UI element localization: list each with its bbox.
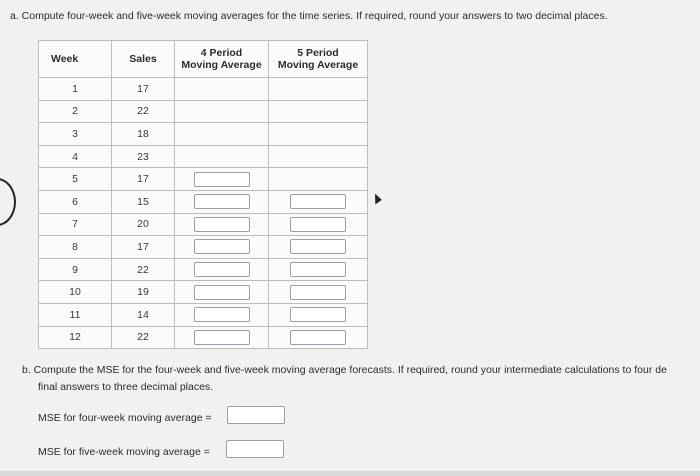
sales-cell: 18: [112, 123, 175, 146]
ma5-cell: [269, 100, 368, 123]
week-cell: 5: [39, 168, 112, 191]
sales-cell: 17: [112, 236, 175, 259]
sales-cell: 22: [112, 258, 175, 281]
sales-cell: 22: [112, 100, 175, 123]
table-row: [39, 168, 368, 191]
ma5-input[interactable]: [290, 194, 346, 209]
ma4-cell: [175, 168, 269, 191]
mse-five-week-label: MSE for five-week moving average =: [38, 446, 210, 458]
ma4-cell: [175, 78, 269, 101]
part-b-prompt-line1: b. Compute the MSE for the four-week and five-week moving average forecasts. If required, round your intermediate calculations to four de: [22, 364, 667, 376]
header-4-period-ma: [175, 41, 269, 78]
bottom-edge-divider: [0, 471, 700, 476]
ma4-input[interactable]: [194, 262, 250, 277]
mouse-cursor-icon: [370, 193, 382, 205]
ma5-input[interactable]: [290, 239, 346, 254]
week-cell: 7: [39, 213, 112, 236]
ma5-cell: [269, 326, 368, 349]
ma4-input[interactable]: [194, 307, 250, 322]
ma5-cell: [269, 236, 368, 259]
table-row: [39, 190, 368, 213]
table-row: [39, 145, 368, 168]
week-cell: 2: [39, 100, 112, 123]
header-5-period-line1: 5 Period: [297, 47, 339, 59]
ma5-cell: [269, 281, 368, 304]
table-header-row: [39, 41, 368, 78]
mse-four-week-input[interactable]: [227, 406, 285, 424]
week-cell: 1: [39, 78, 112, 101]
ma4-input[interactable]: [194, 330, 250, 345]
ma5-cell: [269, 213, 368, 236]
ma4-input[interactable]: [194, 172, 250, 187]
ma4-cell: [175, 303, 269, 326]
header-5-period-ma: [269, 41, 368, 78]
part-b-prompt-line2: final answers to three decimal places.: [38, 381, 214, 393]
ma5-cell: [269, 258, 368, 281]
page-edge-bracket: [0, 178, 16, 226]
ma4-cell: [175, 281, 269, 304]
sales-cell: 15: [112, 190, 175, 213]
ma5-cell: [269, 145, 368, 168]
week-cell: 6: [39, 190, 112, 213]
ma5-input[interactable]: [290, 262, 346, 277]
week-cell: 10: [39, 281, 112, 304]
ma5-input[interactable]: [290, 307, 346, 322]
mse-five-week-input[interactable]: [226, 440, 284, 458]
sales-cell: 20: [112, 213, 175, 236]
ma4-input[interactable]: [194, 194, 250, 209]
table-row: [39, 213, 368, 236]
table-row: [39, 100, 368, 123]
table-row: [39, 281, 368, 304]
table-row: [39, 123, 368, 146]
ma4-cell: [175, 236, 269, 259]
header-sales: Sales: [112, 41, 175, 78]
table-row: [39, 236, 368, 259]
header-4-period-line1: 4 Period: [200, 47, 243, 59]
ma4-cell: [175, 326, 269, 349]
ma4-cell: [175, 213, 269, 236]
sales-cell: 17: [112, 168, 175, 191]
ma4-cell: [175, 145, 269, 168]
ma5-cell: [269, 190, 368, 213]
sales-cell: 17: [112, 78, 175, 101]
week-cell: 4: [39, 145, 112, 168]
ma5-input[interactable]: [290, 217, 346, 232]
part-a-prompt: a. Compute four-week and five-week moving averages for the time series. If required, round your answers to two decimal places.: [10, 10, 608, 22]
ma5-cell: [269, 78, 368, 101]
table-row: [39, 303, 368, 326]
ma4-input[interactable]: [194, 285, 250, 300]
week-cell: 9: [39, 258, 112, 281]
ma4-input[interactable]: [194, 217, 250, 232]
sales-cell: 19: [112, 281, 175, 304]
table-row: [39, 258, 368, 281]
table-row: [39, 78, 368, 101]
ma4-cell: [175, 190, 269, 213]
ma4-cell: [175, 100, 269, 123]
week-cell: 11: [39, 303, 112, 326]
header-4-period-line2: Moving Average: [181, 59, 262, 71]
week-cell: 12: [39, 326, 112, 349]
mse-four-week-label: MSE for four-week moving average =: [38, 412, 212, 424]
header-week: Week: [39, 41, 112, 78]
week-cell: 3: [39, 123, 112, 146]
moving-average-table: [38, 40, 368, 349]
ma5-input[interactable]: [290, 330, 346, 345]
ma5-cell: [269, 303, 368, 326]
ma4-cell: [175, 258, 269, 281]
week-cell: 8: [39, 236, 112, 259]
ma4-input[interactable]: [194, 239, 250, 254]
ma5-cell: [269, 123, 368, 146]
header-5-period-line2: Moving Average: [277, 59, 359, 71]
sales-cell: 23: [112, 145, 175, 168]
part-b-prompt: [22, 362, 700, 396]
sales-cell: 22: [112, 326, 175, 349]
sales-cell: 14: [112, 303, 175, 326]
table-row: [39, 326, 368, 349]
ma5-cell: [269, 168, 368, 191]
ma4-cell: [175, 123, 269, 146]
ma5-input[interactable]: [290, 285, 346, 300]
